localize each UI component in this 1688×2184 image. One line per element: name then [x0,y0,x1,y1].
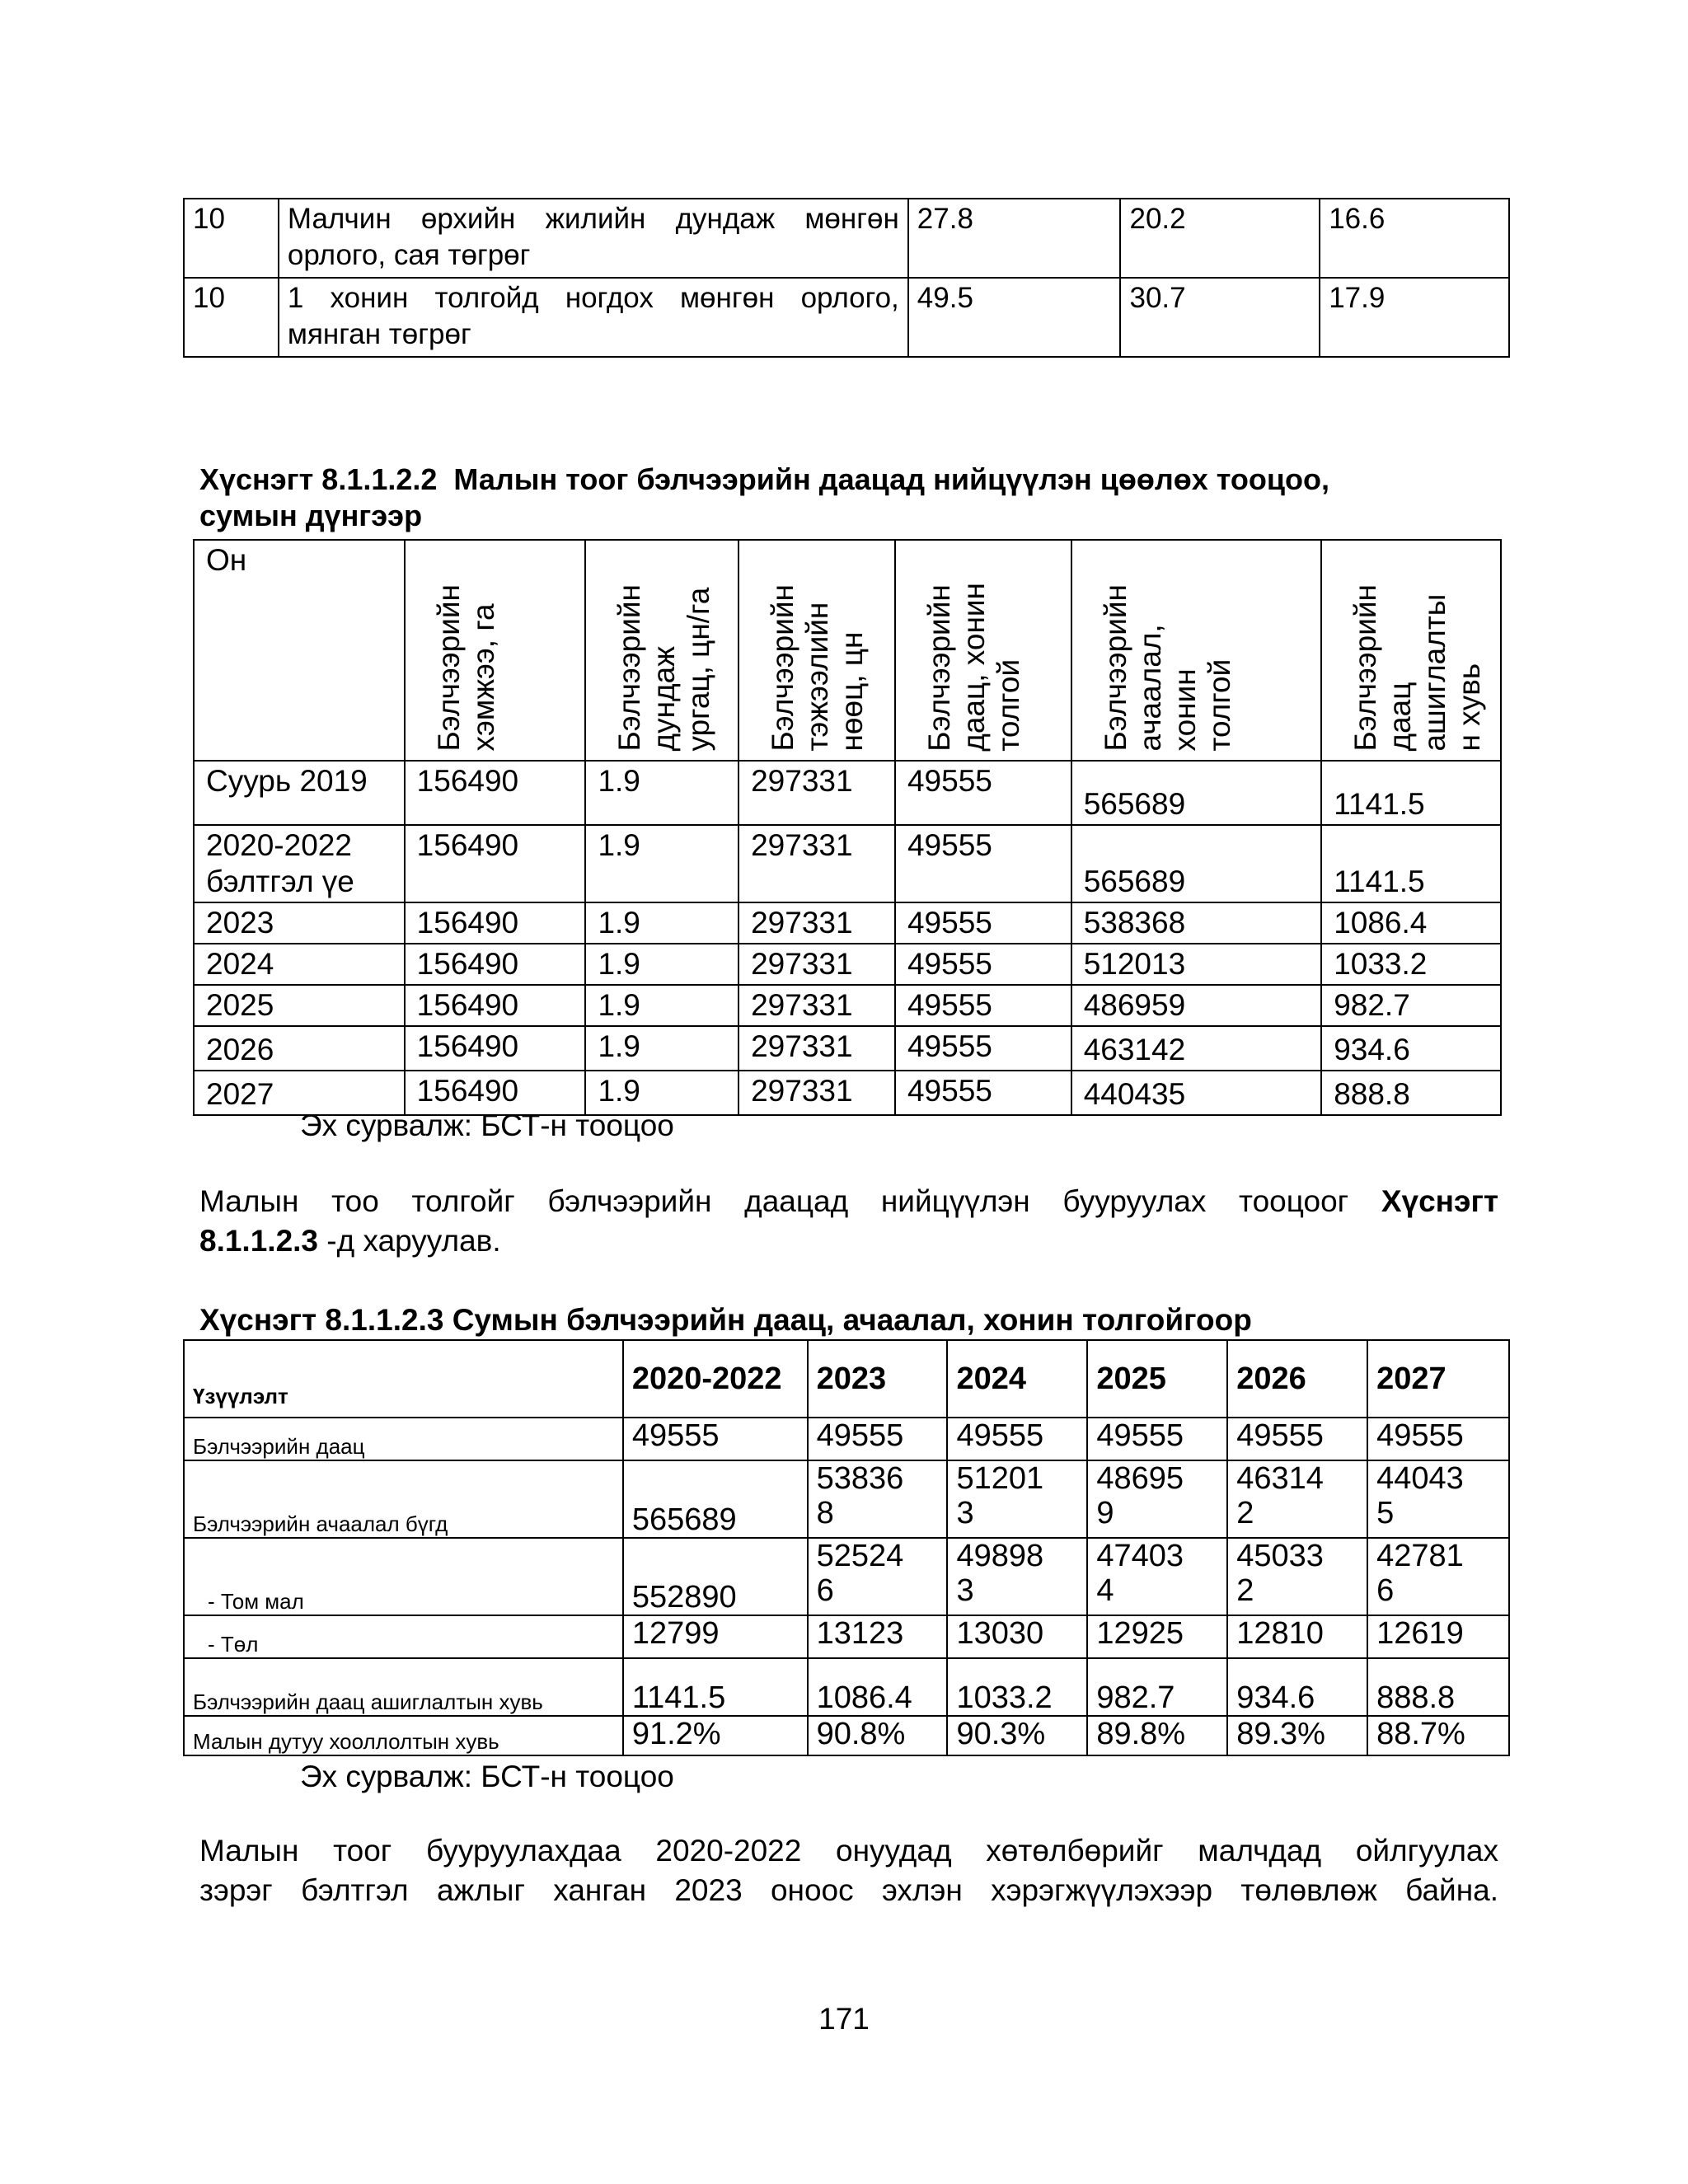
cell-usage: 1141.5 [1321,761,1501,825]
cell-year: 2025 [194,985,405,1026]
cell-capacity: 49555 [895,985,1071,1026]
table1-source: Эх сурвалж: БСТ-н тооцоо [300,1108,674,1142]
cell-value: 552890 [623,1538,808,1615]
cell-capacity: 49555 [895,1026,1071,1071]
table-row [184,1716,1509,1755]
income-table [183,198,1510,358]
header-2027: 2027 [1367,1340,1509,1418]
cell-value: 49555 [1087,1418,1227,1460]
cell-yield: 1.9 [585,761,738,825]
cell-load: 463142 [1071,1026,1322,1071]
cell-value: 12810 [1227,1615,1367,1658]
header-2025: 2025 [1087,1340,1227,1418]
row-label: - Төл [184,1615,623,1658]
cell-reserve: 297331 [738,902,895,944]
table-row [184,1418,1509,1460]
cell-load: 486959 [1071,985,1322,1026]
cell-yield: 1.9 [585,902,738,944]
cell-value: 538368 [808,1460,948,1538]
row-label: Бэлчээрийн даац ашиглалтын хувь [184,1658,623,1716]
cell-value: 474034 [1087,1538,1227,1615]
cell-value: 13030 [947,1615,1087,1658]
cell-value: 450332 [1227,1538,1367,1615]
row-description: 1 хонин толгойд ногдох мөнгөн орлого, мянган төгрөг [279,278,908,357]
table1-caption-line2: сумын дүнгээр [199,499,423,532]
cell-load: 538368 [1071,902,1322,944]
cell-value: 13123 [808,1615,948,1658]
header-year: Он [194,540,405,761]
cell-usage: 934.6 [1321,1026,1501,1071]
cell-usage: 1033.2 [1321,944,1501,985]
cell-value: 88.7% [1367,1716,1509,1755]
cell-value: 49555 [808,1418,948,1460]
cell-capacity: 49555 [895,902,1071,944]
table-row [184,278,1509,357]
cell-load: 565689 [1071,761,1322,825]
header-2020-2022: 2020-2022 [623,1340,808,1418]
cell-capacity: 49555 [895,761,1071,825]
row-description: Малчин өрхийн жилийн дундаж мөнгөн орлого, сая төгрөг [279,199,908,278]
cell-value: 888.8 [1367,1658,1509,1716]
cell-value: 12799 [623,1615,808,1658]
cell-value: 427816 [1367,1538,1509,1615]
row-label: Бэлчээрийн ачаалал бүгд [184,1460,623,1538]
cell-value: 934.6 [1227,1658,1367,1716]
table-header-row [184,1340,1509,1418]
row-number: 10 [184,199,279,278]
cell-area: 156490 [405,1026,586,1071]
table-row [184,1615,1509,1658]
cell-year: 2027 [194,1071,405,1115]
table-row [194,1026,1501,1071]
cell-value: 12925 [1087,1615,1227,1658]
header-capacity: Бэлчээрийн даац, хонин толгой [895,540,1071,761]
table-row [184,199,1509,278]
cell-area: 156490 [405,761,586,825]
paragraph-2-line2: зэрэг бэлтгэл ажлыг ханган 2023 оноос эхлэн хэрэгжүүлэхээр төлөвлөж байна. [199,1873,1498,1907]
table-row [184,1460,1509,1538]
cell-load: 565689 [1071,825,1322,902]
cell-value: 49555 [1227,1418,1367,1460]
table-row [194,985,1501,1026]
cell-usage: 1141.5 [1321,825,1501,902]
cell-usage: 982.7 [1321,985,1501,1026]
cell-value: 1141.5 [623,1658,808,1716]
cell-value: 498983 [947,1538,1087,1615]
district-capacity-table [183,1339,1510,1756]
cell-value: 512013 [947,1460,1087,1538]
cell-area: 156490 [405,902,586,944]
cell-value: 1033.2 [947,1658,1087,1716]
cell-yield: 1.9 [585,1026,738,1071]
row-label: Малын дутуу хооллолтын хувь [184,1716,623,1755]
table2-caption: Хүснэгт 8.1.1.2.3 Сумын бэлчээрийн даац, ачаалал, хонин толгойгоор [199,1303,1252,1337]
paragraph-1: Малын тоо толгойг бэлчээрийн даацад нийцүүлэн бууруулах тооцоог Хүснэгт [199,1184,1498,1218]
header-yield: Бэлчээрийн дундаж ургац, цн/га [585,540,738,761]
table-row [194,944,1501,985]
header-indicator: Үзүүлэлт [184,1340,623,1418]
header-2026: 2026 [1227,1340,1367,1418]
cell-value: 463142 [1227,1460,1367,1538]
table-row [194,825,1501,902]
paragraph-1-line2: 8.1.1.2.3 -д харуулав. [199,1224,501,1258]
cell-value: 30.7 [1120,278,1320,357]
cell-value: 27.8 [908,199,1121,278]
cell-load: 440435 [1071,1071,1322,1115]
cell-reserve: 297331 [738,985,895,1026]
cell-reserve: 297331 [738,1071,895,1115]
cell-value: 49555 [1367,1418,1509,1460]
cell-value: 12619 [1367,1615,1509,1658]
cell-value: 982.7 [1087,1658,1227,1716]
cell-usage: 1086.4 [1321,902,1501,944]
row-label: - Том мал [184,1538,623,1615]
cell-yield: 1.9 [585,825,738,902]
cell-area: 156490 [405,944,586,985]
header-2023: 2023 [808,1340,948,1418]
cell-reserve: 297331 [738,761,895,825]
cell-reserve: 297331 [738,1026,895,1071]
cell-usage: 888.8 [1321,1071,1501,1115]
cell-yield: 1.9 [585,1071,738,1115]
cell-reserve: 297331 [738,944,895,985]
cell-value: 90.8% [808,1716,948,1755]
cell-reserve: 297331 [738,825,895,902]
cell-value: 440435 [1367,1460,1509,1538]
cell-area: 156490 [405,985,586,1026]
cell-capacity: 49555 [895,1071,1071,1115]
cell-yield: 1.9 [585,944,738,985]
header-area: Бэлчээрийн хэмжээ, га [405,540,586,761]
cell-value: 1086.4 [808,1658,948,1716]
row-number: 10 [184,278,279,357]
cell-year: 2020-2022 бэлтгэл үе [194,825,405,902]
cell-load: 512013 [1071,944,1322,985]
cell-value: 89.8% [1087,1716,1227,1755]
table-header-row [194,540,1501,761]
header-load: Бэлчээрийн ачаалал, хонин толгой [1071,540,1322,761]
table2-source: Эх сурвалж: БСТ-н тооцоо [300,1760,674,1793]
header-reserve: Бэлчээрийн тэжээлийн нөөц, цн [738,540,895,761]
cell-yield: 1.9 [585,985,738,1026]
cell-year: 2023 [194,902,405,944]
table1-caption-line1: Хүснэгт 8.1.1.2.2 Малын тоог бэлчээрийн даацад нийцүүлэн цөөлөх тооцоо, [199,462,1330,496]
page-number: 171 [818,2002,870,2036]
table-row [194,902,1501,944]
table1-caption [199,462,1510,534]
cell-area: 156490 [405,825,586,902]
cell-year: 2024 [194,944,405,985]
table-row [184,1658,1509,1716]
cell-value: 49555 [623,1418,808,1460]
cell-value: 91.2% [623,1716,808,1755]
cell-value: 565689 [623,1460,808,1538]
cell-value: 16.6 [1320,199,1509,278]
cell-value: 17.9 [1320,278,1509,357]
cell-value: 486959 [1087,1460,1227,1538]
cell-value: 20.2 [1120,199,1320,278]
cell-value: 90.3% [947,1716,1087,1755]
cell-area: 156490 [405,1071,586,1115]
header-2024: 2024 [947,1340,1087,1418]
paragraph-2-line1: Малын тоог бууруулахдаа 2020-2022 онуудад хөтөлбөрийг малчдад ойлгуулах [199,1834,1498,1868]
grazing-capacity-table [193,539,1502,1116]
row-label: Бэлчээрийн даац [184,1418,623,1460]
cell-year: 2026 [194,1026,405,1071]
table-row [184,1538,1509,1615]
cell-value: 89.3% [1227,1716,1367,1755]
cell-value: 49555 [947,1418,1087,1460]
cell-value: 525246 [808,1538,948,1615]
header-usage: Бэлчээрийн даац ашиглалты н хувь [1321,540,1501,761]
cell-value: 49.5 [908,278,1121,357]
cell-capacity: 49555 [895,944,1071,985]
cell-year: Суурь 2019 [194,761,405,825]
cell-capacity: 49555 [895,825,1071,902]
table-row [194,761,1501,825]
